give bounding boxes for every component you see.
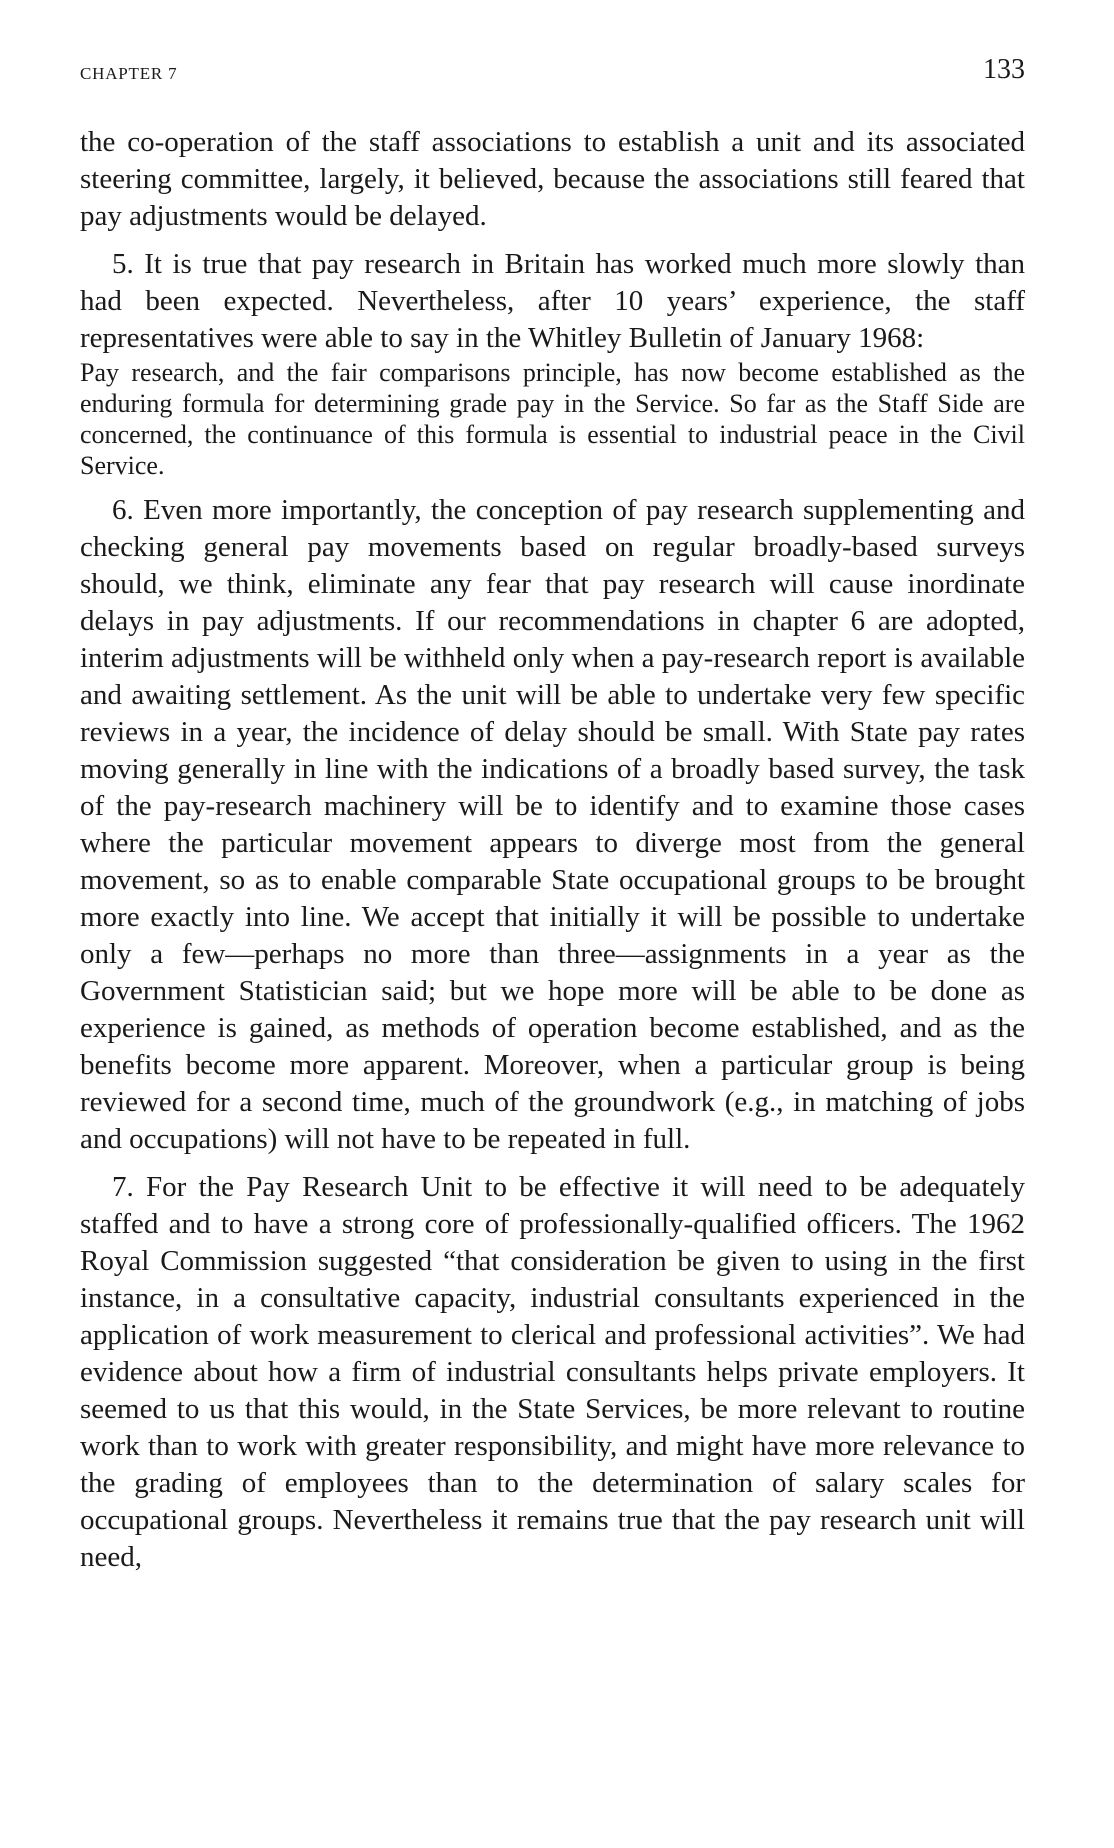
block-quote: Pay research, and the fair comparisons principle, has now become established as the enduring formula for determining grade pay in the Service. So far as the Staff Side are concerned, the continuance of this formula is essential to industrial peace in the Civil Service. [80,358,1025,480]
paragraph-continued: the co-operation of the staff associations to establish a unit and its associated steering committee, largely, it believed, because the associations still feared that pay adjustments would be delayed. [80,126,1025,232]
paragraph-5: 5. It is true that pay research in Britain has worked much more slowly than had been expected. Nevertheless, after 10 years’ experience, the staff representatives were able to say in the Whitley Bulletin of January 1968: [80,248,1025,354]
running-header [80,54,1025,98]
page-number: 133 [983,54,1025,85]
chapter-heading: CHAPTER 7 [80,64,178,83]
body-text [80,124,1025,1576]
book-page [80,54,1025,1576]
paragraph-6: 6. Even more importantly, the conception of pay research supplementing and checking general pay movements based on regular broadly-based surveys should, we think, eliminate any fear that pay research will cause inordinate delays in pay adjustments. If our recommendations in chapter 6 are adopted, interim adjustments will be withheld only when a pay-research report is available and awaiting settlement. As the unit will be able to undertake very few specific reviews in a year, the incidence of delay should be small. With State pay rates moving generally in line with the indications of a broadly based survey, the task of the pay-research machinery will be to identify and to examine those cases where the particular movement appears to diverge most from the general movement, so as to enable comparable State occupational groups to be brought more exactly into line. We accept that initially it will be possible to undertake only a few—perhaps no more than three—assignments in a year as the Government Statistician said; but we hope more will be able to be done as experience is gained, as methods of operation become established, and as the benefits become more apparent. Moreover, when a particular group is being reviewed for a second time, much of the groundwork (e.g., in matching of jobs and occupations) will not have to be repeated in full. [80,494,1025,1155]
paragraph-7: 7. For the Pay Research Unit to be effective it will need to be adequately staffed and to have a strong core of professionally-qualified officers. The 1962 Royal Commission suggested “that consideration be given to using in the first instance, in a consultative capacity, industrial consultants experienced in the application of work measurement to clerical and professional activities”. We had evidence about how a firm of industrial consultants helps private employers. It seemed to us that this would, in the State Services, be more relevant to routine work than to work with greater responsibility, and might have more relevance to the grading of employees than to the determination of salary scales for occupational groups. Nevertheless it remains true that the pay research unit will need, [80,1171,1025,1573]
